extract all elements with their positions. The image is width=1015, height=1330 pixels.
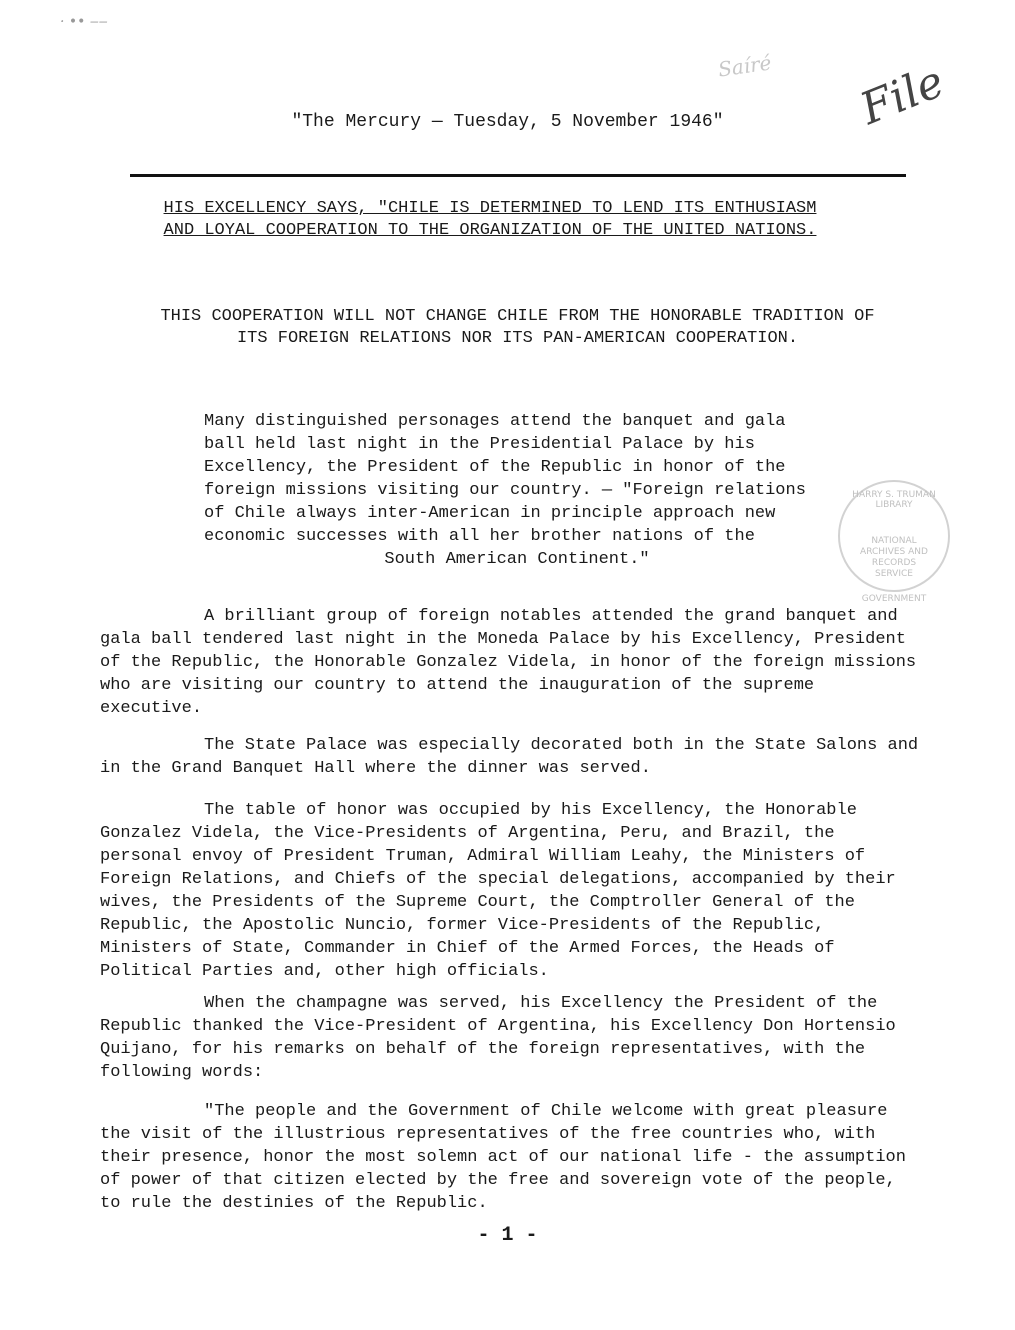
- body-paragraph-1: A brilliant group of foreign notables attended the grand banquet and gala ball tendered last night in the Moneda Palace by his Excellency, President of the Republic, the Honorable Gonzalez Videla, in honor of the foreign missions who are visiting our country to attend the inauguration of the supreme executive.: [100, 607, 917, 718]
- stamp-line: RECORDS: [871, 558, 917, 568]
- headline: HIS EXCELLENCY SAYS, "CHILE IS DETERMINED TO LEND ITS ENTHUSIASM AND LOYAL COOPERATION TO THE ORGANIZATION OF THE UNITED NATIONS.: [163, 199, 817, 240]
- lead-paragraph: [204, 410, 830, 571]
- lead-text: Many distinguished personages attend the banquet and gala ball held last night in the Presidential Palace by his Excellency, the President of the Republic in honor of the foreign missions visiting our country. — "Foreign relations of Chile always inter-American in principle approach new economic successes with all her brother nations of the: [204, 412, 806, 546]
- body-paragraph-3: The table of honor was occupied by his Excellency, the Honorable Gonzalez Videla, the Vice-Presidents of Argentina, Peru, and Brazil, the personal envoy of President Truman, Admiral William Leahy, the Ministers of Foreign Relations, and Chiefs of the special delegations, accompanied by their wives, the Presidents of the Supreme Court, the Comptroller General of the Republic, the Apostolic Nuncio, former Vice-Presidents of the Republic, Ministers of State, Commander in Chief of the Armed Forces, the Heads of Political Parties and, other high officials.: [100, 801, 896, 981]
- margin-scribble: · •• ‒‒: [60, 14, 108, 30]
- body-paragraph-4: When the champagne was served, his Excellency the President of the Republic thanked the Vice-President of Argentina, his Excellency Don Hortensio Quijano, for his remarks on behalf of the foreign representatives, with the following words:: [100, 994, 896, 1082]
- subheadline: THIS COOPERATION WILL NOT CHANGE CHILE FROM THE HONORABLE TRADITION OF ITS FOREIGN RELATIONS NOR ITS PAN-AMERICAN COOPERATION.: [160, 307, 875, 348]
- faint-handwriting: Saíré: [716, 50, 773, 82]
- header-rule: [130, 174, 906, 177]
- archives-stamp: [838, 480, 950, 604]
- dateline: "The Mercury — Tuesday, 5 November 1946": [291, 112, 724, 132]
- lead-last-line: South American Continent.": [384, 550, 650, 569]
- stamp-top-text: HARRY S. TRUMAN LIBRARY: [852, 490, 936, 510]
- body-paragraph-5: "The people and the Government of Chile welcome with great pleasure the visit of the illustrious representatives of the free countries who, with their presence, honor the most solemn act of our national life - the assumption of power of that citizen elected by the free and sovereign vote of the people, to rule the destinies of the Republic.: [100, 1102, 906, 1213]
- stamp-bottom-text: GOVERNMENT: [861, 594, 927, 604]
- file-handwriting: File: [853, 55, 952, 136]
- stamp-line: ARCHIVES AND: [860, 547, 928, 557]
- body-paragraph-2: The State Palace was especially decorated both in the State Salons and in the Grand Banquet Hall where the dinner was served.: [100, 736, 919, 778]
- stamp-line: SERVICE: [875, 569, 913, 579]
- stamp-line: NATIONAL: [871, 536, 917, 546]
- stamp-middle-text: [840, 536, 948, 580]
- page-number: - 1 -: [477, 1224, 538, 1247]
